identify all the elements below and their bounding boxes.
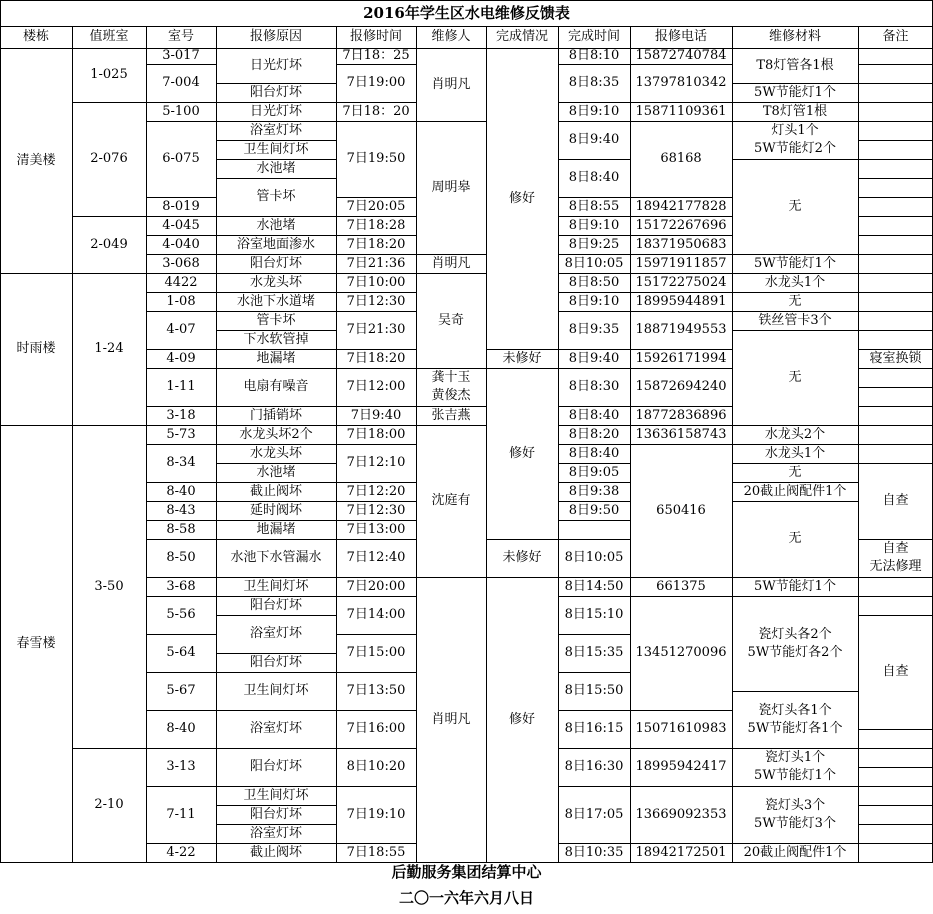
empty-cell xyxy=(858,83,933,102)
table-cell: 4-07 xyxy=(166,322,196,337)
table-cell: 7日10:00 xyxy=(346,274,406,290)
table-cell: 3-13 xyxy=(166,759,196,774)
table-cell: 8日10:35 xyxy=(564,844,624,860)
column-header: 维修人 xyxy=(431,29,471,44)
table-cell: 7日20:05 xyxy=(346,198,406,214)
column-header: 完成情况 xyxy=(495,29,548,44)
table-cell: 1-24 xyxy=(94,341,124,356)
table-cell: 管卡坏 xyxy=(256,189,296,204)
table-cell: 15172275024 xyxy=(635,274,727,290)
empty-cell xyxy=(558,520,630,539)
table-cell: 5-100 xyxy=(162,103,200,119)
table-cell: 瓷灯头各2个 5W节能灯各2个 xyxy=(747,626,843,660)
table-cell: 肖明凡 xyxy=(431,711,471,727)
table-cell: 卫生间灯坏 xyxy=(243,683,309,698)
table-cell: 7日18:00 xyxy=(346,426,406,442)
empty-cell xyxy=(858,64,933,83)
table-cell: 8日15:35 xyxy=(564,645,624,660)
column-header: 楼栋 xyxy=(22,29,49,44)
table-cell: 阳台灯坏 xyxy=(249,84,302,100)
column-header: 完成时间 xyxy=(567,29,620,44)
table-cell: 浴室灯坏 xyxy=(249,626,302,641)
empty-cell xyxy=(858,786,933,805)
sheet-title: 2016年学生区水电维修反馈表 xyxy=(363,4,570,22)
table-cell: 5W节能灯1个 xyxy=(754,84,836,100)
empty-cell xyxy=(858,235,933,254)
table-cell: 水龙头坏 xyxy=(249,445,302,461)
table-cell: 水龙头1个 xyxy=(764,274,826,290)
table-cell: 7日19:10 xyxy=(346,806,406,822)
table-cell: 无 xyxy=(788,293,802,309)
table-cell: 8-43 xyxy=(166,502,196,518)
table-cell: 18942172501 xyxy=(635,844,727,860)
column-header: 报修电话 xyxy=(654,29,707,44)
table-cell: 7日18:20 xyxy=(346,350,406,366)
table-cell: 8日9:05 xyxy=(568,464,620,480)
table-cell: 18995944891 xyxy=(635,293,727,309)
empty-cell xyxy=(858,216,933,235)
empty-cell xyxy=(858,577,933,596)
table-cell: 自查 xyxy=(882,664,909,679)
empty-cell xyxy=(858,767,933,786)
table-cell: 水龙头1个 xyxy=(764,445,826,461)
table-cell: 5W节能灯1个 xyxy=(754,578,836,594)
table-cell: 5-64 xyxy=(166,645,196,660)
table-cell: 8日9:40 xyxy=(568,350,620,366)
table-cell: 水池堵 xyxy=(256,217,296,233)
table-cell: 延时阀坏 xyxy=(249,502,302,518)
table-cell: 无 xyxy=(788,198,802,214)
empty-cell xyxy=(858,178,933,197)
table-cell: 8日9:25 xyxy=(568,236,620,252)
table-cell: 水龙头坏 xyxy=(249,274,302,290)
table-cell: 8日10:05 xyxy=(564,550,624,565)
table-cell: 无 xyxy=(788,531,802,546)
table-cell: 水池堵 xyxy=(256,160,296,176)
table-cell: 3-068 xyxy=(162,255,200,271)
footer-org: 后勤服务集团结算中心 xyxy=(391,862,542,881)
table-cell: 8日10:20 xyxy=(346,759,406,774)
empty-cell xyxy=(858,254,933,273)
table-cell: 8日8:40 xyxy=(568,170,620,185)
table-cell: 水龙头坏2个 xyxy=(239,426,313,442)
table-cell: T8灯管1根 xyxy=(762,103,828,119)
table-cell: 8日9:10 xyxy=(568,217,620,233)
table-cell: 灯头1个 5W节能灯2个 xyxy=(754,123,836,156)
table-cell: 8日16:30 xyxy=(564,759,624,774)
empty-cell xyxy=(858,330,933,349)
table-cell: 7日18：20 xyxy=(342,103,410,119)
empty-cell xyxy=(858,824,933,843)
table-cell: 7日14:00 xyxy=(346,607,406,622)
table-cell: 2-076 xyxy=(90,151,128,166)
table-cell: 2-049 xyxy=(90,236,128,252)
table-cell: 20截止阀配件1个 xyxy=(743,844,847,860)
table-cell: 瓷灯头各1个 5W节能灯各1个 xyxy=(747,702,843,736)
empty-cell xyxy=(858,292,933,311)
table-cell: 8-40 xyxy=(166,483,196,499)
table-cell: 浴室灯坏 xyxy=(249,825,302,841)
table-cell: 沈庭有 xyxy=(431,493,471,508)
table-cell: 15872740784 xyxy=(635,48,727,63)
table-cell: 8日9:10 xyxy=(568,293,620,309)
table-cell: 自查 xyxy=(882,493,909,508)
table-cell: 8日9:35 xyxy=(568,322,620,337)
table-cell: 18772836896 xyxy=(635,407,727,423)
table-cell: 未修好 xyxy=(502,350,542,366)
table-cell: 寝室换锁 xyxy=(869,350,922,366)
table-cell: 8日8:20 xyxy=(568,426,620,442)
table-cell: 8-34 xyxy=(166,455,196,470)
table-cell: 3-017 xyxy=(162,48,200,63)
table-cell: 时雨楼 xyxy=(16,341,56,356)
column-header: 值班室 xyxy=(89,29,129,44)
table-cell: 截止阀坏 xyxy=(249,483,302,499)
empty-cell xyxy=(858,121,933,140)
empty-cell xyxy=(858,425,933,444)
table-cell: 8日15:10 xyxy=(564,607,624,622)
table-cell: 浴室地面渗水 xyxy=(236,236,315,252)
table-cell: 8日8:40 xyxy=(568,407,620,423)
table-cell: 吴奇 xyxy=(437,312,464,328)
table-cell: 7日12:30 xyxy=(346,502,406,518)
table-cell: 8-50 xyxy=(166,550,196,565)
table-cell: 修好 xyxy=(508,190,535,206)
table-cell: 13669092353 xyxy=(635,806,727,822)
table-cell: 肖明凡 xyxy=(431,76,471,92)
empty-cell xyxy=(858,387,933,406)
table-cell: 7日16:00 xyxy=(346,721,406,736)
empty-cell xyxy=(858,596,933,615)
table-cell: 修好 xyxy=(508,445,535,461)
table-cell: 68168 xyxy=(660,151,702,166)
table-cell: 电扇有噪音 xyxy=(243,379,309,394)
table-cell: 1-11 xyxy=(166,379,196,394)
table-cell: T8灯管各1根 xyxy=(756,57,834,73)
table-cell: 地漏堵 xyxy=(256,350,296,366)
table-cell: 7日21:36 xyxy=(346,255,406,271)
table-cell: 7-11 xyxy=(166,806,196,822)
empty-cell xyxy=(858,159,933,178)
table-cell: 7日12:30 xyxy=(346,293,406,309)
table-cell: 4-045 xyxy=(162,217,200,233)
column-header: 维修材料 xyxy=(768,29,821,44)
table-cell: 8-40 xyxy=(166,721,196,736)
empty-cell xyxy=(858,273,933,292)
table-cell: 阳台灯坏 xyxy=(249,597,302,613)
table-cell: 20截止阀配件1个 xyxy=(743,483,847,499)
table-cell: 8日8:35 xyxy=(568,75,620,90)
table-cell: 清美楼 xyxy=(16,152,56,168)
table-cell: 7日15:00 xyxy=(346,645,406,660)
table-cell: 卫生间灯坏 xyxy=(243,578,309,594)
table-cell: 8日9:10 xyxy=(568,103,620,119)
table-cell: 水池下水管漏水 xyxy=(230,550,322,565)
empty-cell xyxy=(858,140,933,159)
table-cell: 7日13:50 xyxy=(346,683,406,698)
empty-cell xyxy=(858,748,933,767)
table-cell: 7-004 xyxy=(162,75,200,90)
table-cell: 18871949553 xyxy=(635,322,727,337)
table-cell: 水龙头2个 xyxy=(764,426,826,442)
table-cell: 8日8:55 xyxy=(568,198,620,214)
table-cell: 8-58 xyxy=(166,521,196,537)
table-cell: 5W节能灯1个 xyxy=(754,255,836,271)
table-cell: 18371950683 xyxy=(635,236,727,252)
table-cell: 水池下水道堵 xyxy=(236,293,315,309)
table-cell: 7日12:40 xyxy=(346,550,406,565)
table-cell: 7日20:00 xyxy=(346,578,406,594)
table-cell: 8日8:10 xyxy=(568,48,620,63)
table-cell: 1-025 xyxy=(90,67,128,82)
table-cell: 650416 xyxy=(656,502,706,518)
table-cell: 7日21:30 xyxy=(346,322,406,337)
table-cell: 7日18:28 xyxy=(346,217,406,233)
table-cell: 下水软管掉 xyxy=(243,331,309,347)
empty-cell xyxy=(858,48,933,64)
table-cell: 4422 xyxy=(164,274,198,290)
table-cell: 龚十玉 黄俊杰 xyxy=(431,370,471,403)
table-cell: 浴室灯坏 xyxy=(249,721,302,736)
table-cell: 5-56 xyxy=(166,607,196,622)
table-cell: 18942177828 xyxy=(635,198,727,214)
table-cell: 铁丝管卡3个 xyxy=(758,312,832,328)
table-cell: 阳台灯坏 xyxy=(249,759,302,774)
table-cell: 张吉燕 xyxy=(431,407,471,423)
table-cell: 7日18:55 xyxy=(346,844,406,860)
table-cell: 无 xyxy=(788,369,802,385)
table-cell: 15872694240 xyxy=(635,379,727,394)
table-cell: 15871109361 xyxy=(635,103,727,119)
table-cell: 13797810342 xyxy=(635,75,727,90)
table-cell: 8日8:40 xyxy=(568,445,620,461)
table-cell: 7日12:20 xyxy=(346,483,406,499)
table-cell: 截止阀坏 xyxy=(249,844,302,860)
table-cell: 15071610983 xyxy=(635,721,727,736)
table-cell: 5-73 xyxy=(166,426,196,442)
empty-cell xyxy=(858,729,933,748)
table-cell: 8日8:50 xyxy=(568,274,620,290)
table-cell: 8日17:05 xyxy=(564,806,624,822)
table-cell: 4-040 xyxy=(162,236,200,252)
table-cell: 8日8:30 xyxy=(568,379,620,394)
table-cell: 8日15:50 xyxy=(564,683,624,698)
table-cell: 15172267696 xyxy=(635,217,727,233)
table-cell: 8日10:05 xyxy=(564,255,624,271)
column-header: 报修时间 xyxy=(349,29,402,44)
table-cell: 8日14:50 xyxy=(564,578,624,594)
table-cell: 13636158743 xyxy=(635,426,727,442)
table-cell: 5-67 xyxy=(166,683,196,698)
table-cell: 8日9:40 xyxy=(568,132,620,147)
empty-cell xyxy=(858,311,933,330)
table-cell: 8日9:50 xyxy=(568,502,620,518)
table-cell: 18995942417 xyxy=(635,759,727,774)
table-cell: 1-08 xyxy=(166,293,196,309)
table-cell: 3-18 xyxy=(166,407,196,423)
table-cell: 阳台灯坏 xyxy=(249,654,302,670)
empty-cell xyxy=(858,406,933,425)
table-cell: 7日19:00 xyxy=(346,75,406,90)
empty-cell xyxy=(858,444,933,463)
table-cell: 7日12:10 xyxy=(346,455,406,470)
table-cell: 8日16:15 xyxy=(564,721,624,736)
table-cell: 无 xyxy=(788,464,802,480)
table-cell: 6-075 xyxy=(162,151,200,166)
empty-cell xyxy=(858,197,933,216)
empty-cell xyxy=(858,843,933,862)
table-cell: 15971911857 xyxy=(635,255,727,271)
table-cell: 4-09 xyxy=(166,350,196,366)
table-cell: 3-50 xyxy=(94,578,124,594)
table-cell: 3-68 xyxy=(166,578,196,594)
table-cell: 7日13:00 xyxy=(346,521,406,537)
table-cell: 瓷灯头3个 5W节能灯3个 xyxy=(754,797,836,831)
table-cell: 管卡坏 xyxy=(256,312,296,328)
table-cell: 7日18：25 xyxy=(342,48,410,63)
table-cell: 春雪楼 xyxy=(16,635,56,651)
table-cell: 未修好 xyxy=(502,550,542,565)
table-cell: 7日12:00 xyxy=(346,379,406,394)
table-cell: 日光灯坏 xyxy=(249,57,302,73)
table-cell: 661375 xyxy=(656,578,706,594)
column-header: 备注 xyxy=(882,29,909,44)
table-cell: 地漏堵 xyxy=(256,521,296,537)
table-cell: 7日19:50 xyxy=(346,151,406,166)
table-cell: 肖明凡 xyxy=(431,255,471,271)
empty-cell xyxy=(858,102,933,121)
table-cell: 瓷灯头1个 5W节能灯1个 xyxy=(754,750,836,783)
footer-date: 二〇一六年六月八日 xyxy=(398,888,534,907)
table-cell: 浴室灯坏 xyxy=(249,122,302,138)
table-cell: 7日18:20 xyxy=(346,236,406,252)
table-cell: 修好 xyxy=(508,711,535,727)
table-cell: 13451270096 xyxy=(635,645,727,660)
table-cell: 15926171994 xyxy=(635,350,727,366)
table-cell: 日光灯坏 xyxy=(249,103,302,119)
table-cell: 卫生间灯坏 xyxy=(243,141,309,157)
table-cell: 7日9:40 xyxy=(350,407,402,423)
table-cell: 阳台灯坏 xyxy=(249,806,302,822)
table-cell: 4-22 xyxy=(166,844,196,860)
table-cell: 水池堵 xyxy=(256,464,296,480)
table-cell: 阳台灯坏 xyxy=(249,255,302,271)
table-cell: 8-019 xyxy=(162,198,200,214)
table-cell: 2-10 xyxy=(94,797,124,812)
column-header: 室号 xyxy=(167,29,194,44)
column-header: 报修原因 xyxy=(249,29,302,44)
table-cell: 卫生间灯坏 xyxy=(243,787,309,803)
empty-cell xyxy=(858,805,933,824)
table-cell: 8日9:38 xyxy=(568,483,620,499)
table-cell: 周明皋 xyxy=(431,179,471,195)
table-cell: 自查 无法修理 xyxy=(869,541,922,574)
table-cell: 门插销坏 xyxy=(249,407,302,423)
empty-cell xyxy=(858,368,933,387)
